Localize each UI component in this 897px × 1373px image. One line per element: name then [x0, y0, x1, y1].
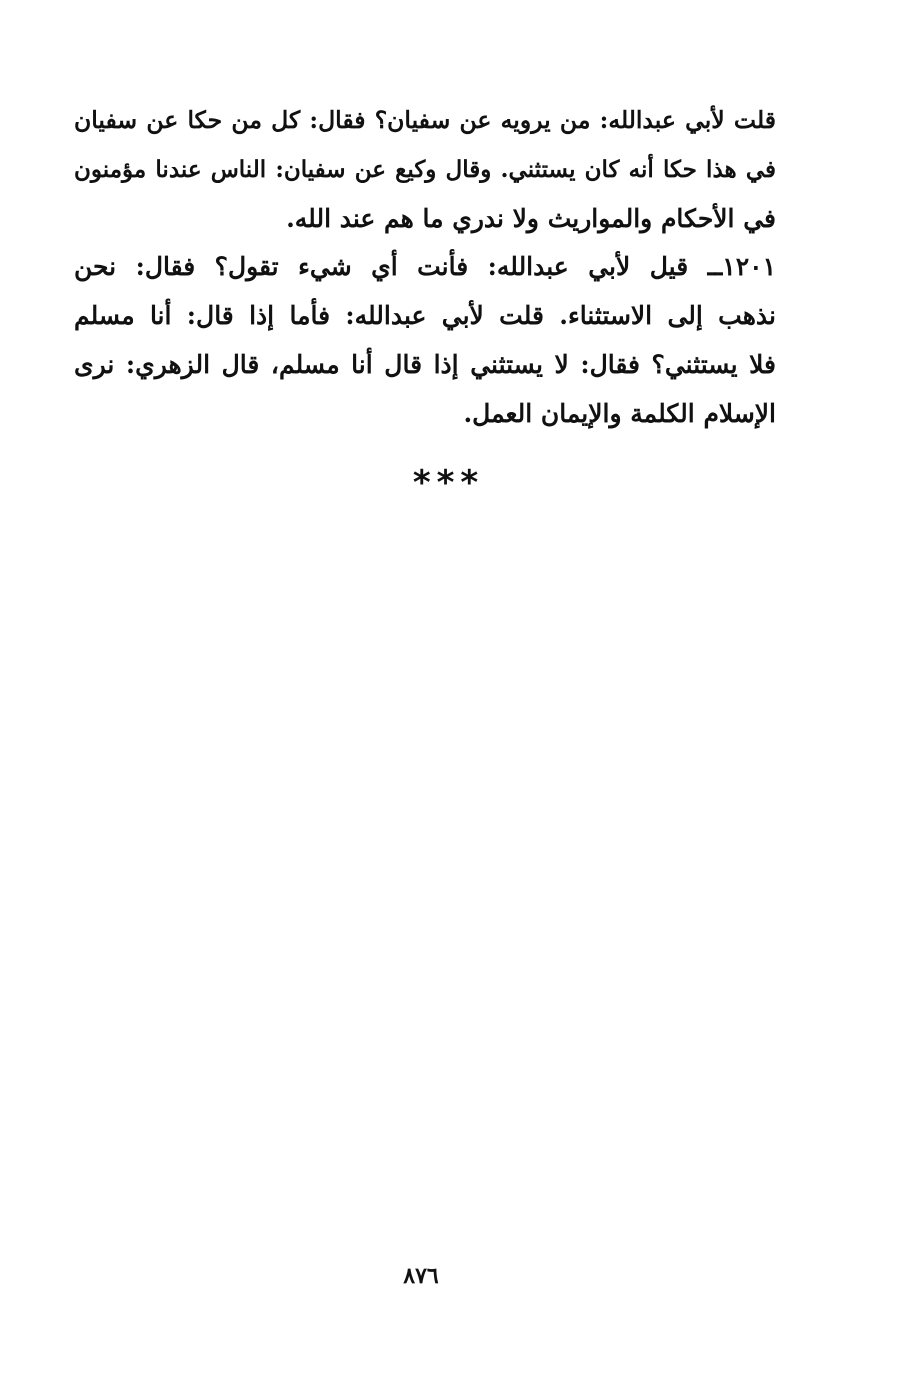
- paragraph-1201: [74, 242, 776, 438]
- page-number: ٨٧٦: [403, 1263, 439, 1289]
- section-separator: ***: [412, 463, 485, 503]
- text-line: فلا يستثني؟ فقال: لا يستثني إذا قال أنا مسلم، قال الزهري: نرى: [74, 350, 776, 379]
- text-line: الإسلام الكلمة والإيمان العمل.: [463, 399, 776, 428]
- paragraph-quote-sufyan: [74, 96, 776, 243]
- text-line: في هذا حكا أنه كان يستثني. وقال وكيع عن سفيان: الناس عندنا مؤمنون: [74, 156, 776, 183]
- text-line: نذهب إلى الاستثناء. قلت لأبي عبدالله: فأما إذا قال: أنا مسلم: [74, 301, 776, 330]
- text-line: قلت لأبي عبدالله: من يرويه عن سفيان؟ فقال: كل من حكا عن سفيان: [74, 106, 776, 134]
- text-line: في الأحكام والمواريث ولا ندري ما هم عند الله.: [286, 204, 776, 233]
- text-line: ١٢٠١ــ قيل لأبي عبدالله: فأنت أي شيء تقول؟ فقال: نحن: [74, 252, 776, 281]
